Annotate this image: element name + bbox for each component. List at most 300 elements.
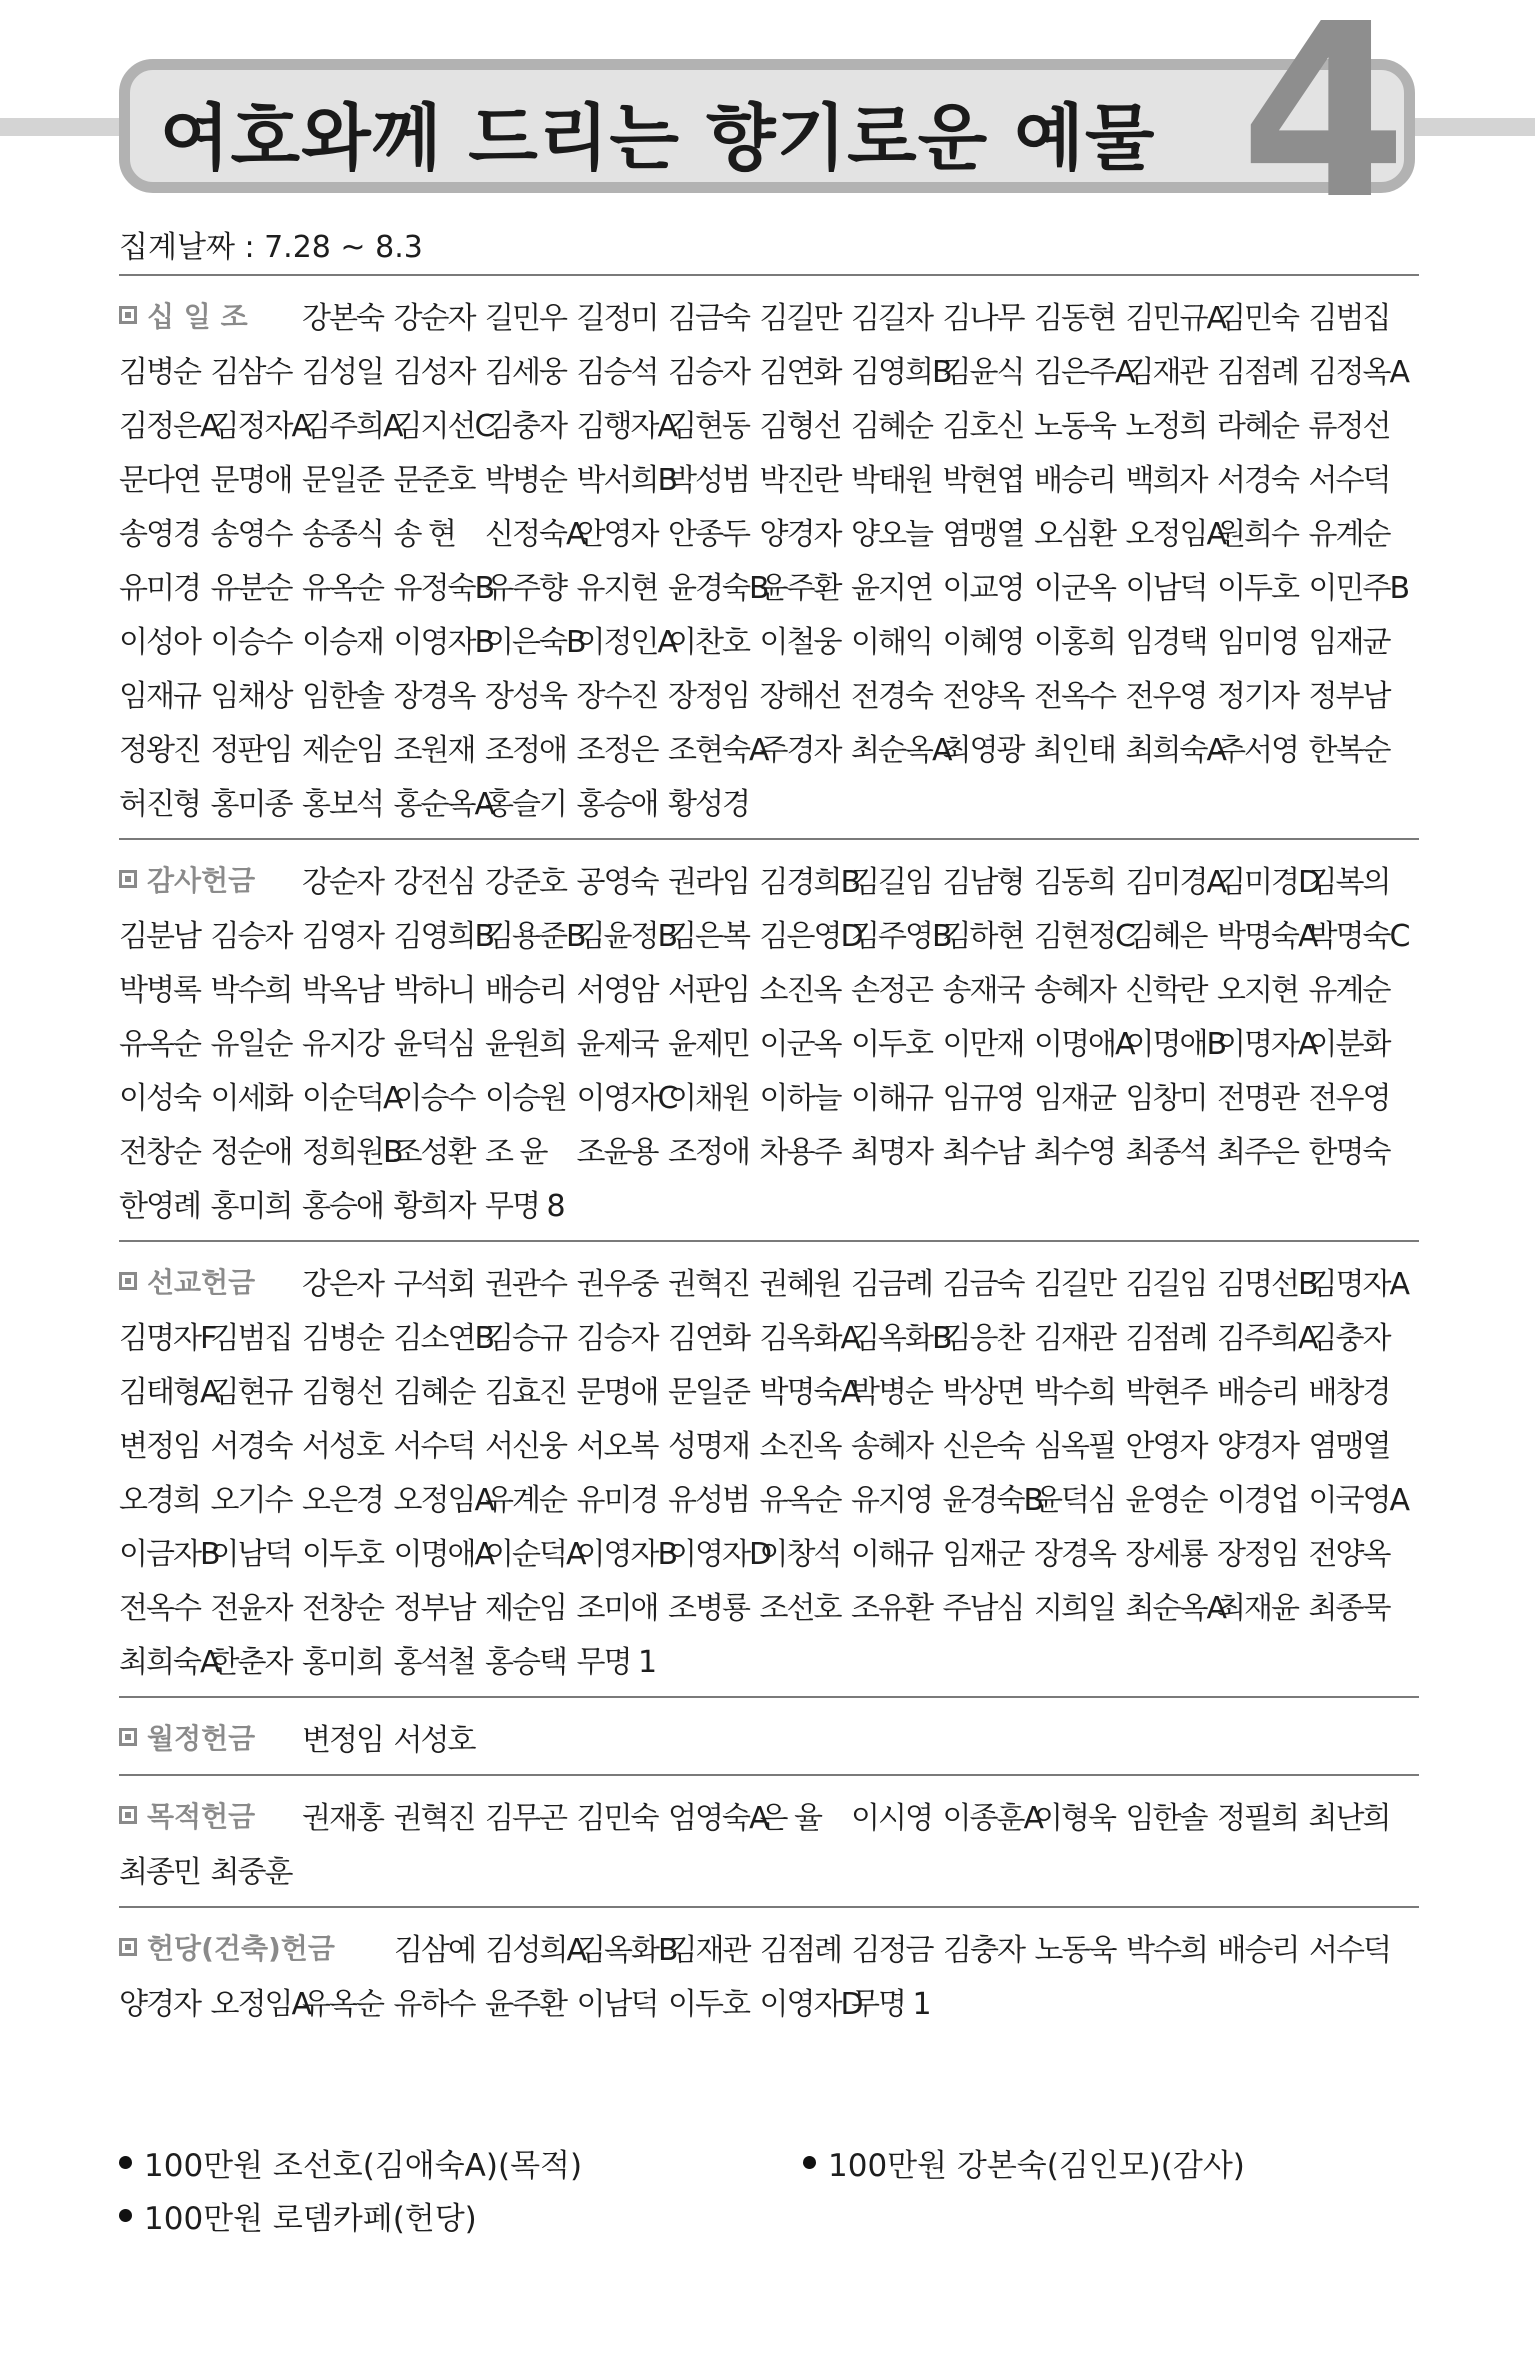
- donor-name: 홍순옥A: [393, 787, 493, 822]
- category-text: 월정헌금: [147, 1722, 256, 1755]
- donor-name: 장성욱: [485, 679, 566, 714]
- donor-name: 김명자A: [1308, 1267, 1408, 1302]
- donor-name: 정필희: [1217, 1801, 1298, 1836]
- donor-name: 홍석철: [393, 1645, 475, 1680]
- name-row: [119, 1362, 1419, 1416]
- donor-name: 김범집: [210, 1321, 292, 1356]
- donor-name: 이영자B: [393, 625, 494, 660]
- donor-name: 이두호: [851, 1027, 932, 1062]
- name-row: [119, 1842, 1419, 1896]
- donor-name: 조정애: [668, 1135, 749, 1170]
- donor-name: 강전심: [393, 865, 475, 900]
- category-text: 감사헌금: [147, 864, 256, 897]
- donor-name: 이만재: [942, 1027, 1024, 1062]
- bullet-icon: [119, 2156, 132, 2169]
- donor-name: 성명재: [668, 1429, 749, 1464]
- donor-name: 문일준: [302, 463, 383, 498]
- donor-name: 조정애: [485, 733, 566, 768]
- donor-name: 홍승택: [485, 1645, 566, 1680]
- donor-name: 심옥필: [1034, 1429, 1115, 1464]
- category-label: [119, 859, 302, 899]
- issue-number: 4: [1240, 0, 1401, 252]
- donor-name: 유정숙B: [393, 571, 494, 606]
- donor-name: 황성경: [668, 787, 749, 822]
- name-row: [119, 1176, 1419, 1230]
- donor-name: 김윤정B: [576, 919, 677, 954]
- donor-name: 김길만: [759, 301, 841, 336]
- category-label: [119, 295, 302, 335]
- donor-name: 이찬호: [668, 625, 749, 660]
- donor-name: 김민숙: [1217, 301, 1298, 336]
- donor-name: 김지선C: [393, 409, 494, 444]
- donor-name: 정순애: [210, 1135, 292, 1170]
- donor-name: 김주희A: [302, 409, 402, 444]
- donor-name: 이민주B: [1308, 571, 1409, 606]
- donor-name: 전양옥: [942, 679, 1024, 714]
- donor-name: 은 율: [759, 1801, 821, 1836]
- donor-name: 전우영: [1125, 679, 1207, 714]
- donor-name: 윤덕심: [393, 1027, 475, 1062]
- donor-name: 노동욱: [1034, 409, 1115, 444]
- donor-name: 박하니: [393, 973, 475, 1008]
- offering-section: [119, 1774, 1419, 1906]
- donor-name: 염맹열: [942, 517, 1024, 552]
- donor-name: 김성일: [302, 355, 383, 390]
- date-range: 집계날짜 : 7.28 ~ 8.3: [119, 230, 423, 265]
- donor-name: 서영암: [576, 973, 658, 1008]
- square-bullet-icon: [119, 1728, 137, 1746]
- name-row: [119, 1308, 1419, 1362]
- name-row: [119, 558, 1419, 612]
- donor-name: 김분남: [119, 919, 200, 954]
- name-row: [119, 1122, 1419, 1176]
- donor-name: 서신웅: [485, 1429, 566, 1464]
- donor-name: 문명애: [576, 1375, 658, 1410]
- donor-name: 유미경: [119, 571, 200, 606]
- donor-name: 김길임: [1125, 1267, 1207, 1302]
- donor-name: 최인태: [1034, 733, 1115, 768]
- donor-name: 강순자: [302, 865, 383, 900]
- donor-name: 김혜순: [393, 1375, 475, 1410]
- donor-name: 김재관: [1034, 1321, 1115, 1356]
- donor-name: 김현동: [668, 409, 749, 444]
- donor-name: 김미경D: [1217, 865, 1320, 900]
- donor-name: 이영자D: [759, 1987, 862, 2022]
- donor-name: 강본숙: [302, 301, 383, 336]
- donor-name: 김승자: [210, 919, 292, 954]
- donor-name: 김영희B: [393, 919, 494, 954]
- name-row: [119, 1068, 1419, 1122]
- square-bullet-icon: [119, 1272, 137, 1290]
- donor-name: 김연화: [668, 1321, 749, 1356]
- donor-name: 김행자A: [576, 409, 676, 444]
- donor-name: 김삼수: [210, 355, 292, 390]
- special-gift-item: [803, 2140, 1245, 2185]
- donor-name: 송혜자: [1034, 973, 1115, 1008]
- name-row: [119, 1014, 1419, 1068]
- donor-name: 최명자: [851, 1135, 932, 1170]
- donor-name: 염맹열: [1308, 1429, 1390, 1464]
- donor-name: 노동욱: [1034, 1933, 1116, 1968]
- donor-name: 송영수: [210, 517, 292, 552]
- donor-name: 김승석: [576, 355, 658, 390]
- donor-name: 김혜순: [851, 409, 932, 444]
- donor-name: 윤지연: [851, 571, 932, 606]
- donor-name: 주남심: [942, 1591, 1024, 1626]
- donor-name: 박태원: [851, 463, 932, 498]
- name-row: [119, 1920, 1419, 1974]
- donor-name: 홍미희: [210, 1189, 292, 1224]
- donor-name: 김민숙: [576, 1801, 658, 1836]
- special-gift-text: 100만원 강본숙(김인모)(감사): [828, 2148, 1245, 2184]
- donor-name: 이승원: [485, 1081, 566, 1116]
- donor-name: 김재관: [1125, 355, 1207, 390]
- donor-name: 임경택: [1125, 625, 1207, 660]
- donor-name: 김태형A: [119, 1375, 219, 1410]
- donor-name: 유계순: [485, 1483, 566, 1518]
- special-gift-item: [119, 2193, 477, 2238]
- donor-name: 정왕진: [119, 733, 200, 768]
- donor-name: 길정미: [576, 301, 658, 336]
- donor-name: 홍승애: [302, 1189, 383, 1224]
- donor-name: 백희자: [1125, 463, 1207, 498]
- name-row: [119, 288, 1419, 342]
- donor-name: 임재균: [1308, 625, 1390, 660]
- donor-name: 김성자: [393, 355, 475, 390]
- donor-name: 송 현: [393, 517, 455, 552]
- donor-name: 김점례: [760, 1933, 841, 1968]
- donor-name: 이승수: [393, 1081, 475, 1116]
- donor-name: 지희일: [1034, 1591, 1115, 1626]
- donor-name: 서성호: [302, 1429, 383, 1464]
- donor-name: 박성범: [668, 463, 749, 498]
- donor-name: 최재윤: [1217, 1591, 1298, 1626]
- donor-name: 서수덕: [1308, 463, 1390, 498]
- donor-name: 권혜원: [759, 1267, 841, 1302]
- donor-name: 이시영: [851, 1801, 932, 1836]
- donor-name: 무명 8: [485, 1189, 564, 1224]
- donor-name: 문준호: [393, 463, 475, 498]
- category-label: [119, 1717, 302, 1757]
- donor-name: 손정곤: [851, 973, 932, 1008]
- donor-name: 이순덕A: [302, 1081, 402, 1116]
- donor-name: 김영자: [302, 919, 383, 954]
- donor-name: 김현정C: [1034, 919, 1134, 954]
- donor-name: 서오복: [576, 1429, 658, 1464]
- donor-name: 송혜자: [851, 1429, 932, 1464]
- donor-name: 김승자: [576, 1321, 658, 1356]
- name-row: [119, 1416, 1419, 1470]
- category-label: [119, 1261, 302, 1301]
- donor-name: 윤경숙B: [668, 571, 768, 606]
- donor-name: 윤제국: [576, 1027, 658, 1062]
- donor-name: 윤제민: [668, 1027, 749, 1062]
- name-row: [119, 1254, 1419, 1308]
- donor-name: 무명 1: [851, 1987, 930, 2022]
- donor-name: 장수진: [576, 679, 658, 714]
- name-row: [119, 396, 1419, 450]
- donor-name: 김은주A: [1034, 355, 1134, 390]
- donor-name: 강준호: [485, 865, 566, 900]
- donor-name: 최종묵: [1308, 1591, 1390, 1626]
- donor-name: 변정임: [119, 1429, 200, 1464]
- donor-name: 문명애: [210, 463, 292, 498]
- name-row: [119, 1788, 1419, 1842]
- category-text: 십 일 조: [147, 300, 248, 333]
- name-row: [119, 906, 1419, 960]
- donor-name: 이해규: [851, 1537, 932, 1572]
- donor-name: 조원재: [393, 733, 475, 768]
- donor-name: 김옥화A: [759, 1321, 859, 1356]
- donor-name: 김정자A: [210, 409, 310, 444]
- donor-name: 문일준: [668, 1375, 749, 1410]
- donor-name: 김은영D: [759, 919, 862, 954]
- donor-name: 한춘자: [210, 1645, 292, 1680]
- donor-name: 김주희A: [1217, 1321, 1317, 1356]
- bullet-icon: [119, 2209, 132, 2222]
- donor-name: 최희숙A: [119, 1645, 219, 1680]
- name-row: [119, 720, 1419, 774]
- donor-name: 이성숙: [119, 1081, 200, 1116]
- donor-name: 박명숙A: [759, 1375, 859, 1410]
- donor-name: 김금숙: [942, 1267, 1024, 1302]
- donor-name: 권관수: [485, 1267, 566, 1302]
- donor-name: 원희수: [1217, 517, 1298, 552]
- square-bullet-icon: [119, 1806, 137, 1824]
- donor-name: 박수희: [210, 973, 292, 1008]
- donor-name: 김명자F: [119, 1321, 216, 1356]
- donor-name: 유계순: [1308, 517, 1390, 552]
- donor-name: 신학란: [1125, 973, 1207, 1008]
- donor-name: 조 윤: [485, 1135, 547, 1170]
- donor-name: 홍승애: [576, 787, 658, 822]
- donor-name: 최중훈: [210, 1855, 292, 1890]
- name-row: [119, 504, 1419, 558]
- donor-name: 이두호: [1217, 571, 1298, 606]
- donor-name: 황희자: [393, 1189, 475, 1224]
- donor-name: 서판임: [668, 973, 749, 1008]
- donor-name: 배승리: [1034, 463, 1115, 498]
- donor-name: 유옥순: [759, 1483, 841, 1518]
- donor-name: 오정임A: [210, 1987, 310, 2022]
- donor-name: 주경자: [759, 733, 841, 768]
- donor-name: 박현주: [1125, 1375, 1207, 1410]
- donor-name: 김금숙: [668, 301, 749, 336]
- donor-name: 김승자: [668, 355, 749, 390]
- donor-name: 최주은: [1217, 1135, 1298, 1170]
- donor-name: 정부남: [393, 1591, 475, 1626]
- donor-name: 유옥순: [302, 571, 383, 606]
- donor-name: 서수덕: [393, 1429, 475, 1464]
- donor-name: 조현숙A: [668, 733, 768, 768]
- donor-name: 김형선: [759, 409, 841, 444]
- donor-name: 송종식: [302, 517, 383, 552]
- donor-name: 신정숙A: [485, 517, 585, 552]
- category-text: 선교헌금: [147, 1266, 256, 1299]
- donor-name: 장해선: [759, 679, 841, 714]
- donor-name: 김남형: [942, 865, 1024, 900]
- donor-name: 안영자: [1125, 1429, 1207, 1464]
- donor-name: 문다연: [119, 463, 200, 498]
- category-text: 헌당(건축)헌금: [147, 1932, 335, 1965]
- donor-name: 오정임A: [1125, 517, 1225, 552]
- donor-name: 유일순: [210, 1027, 292, 1062]
- donor-name: 정희원B: [302, 1135, 402, 1170]
- donor-name: 유성범: [668, 1483, 749, 1518]
- donor-name: 김병순: [302, 1321, 383, 1356]
- donor-name: 박서희B: [576, 463, 677, 498]
- donor-name: 김금례: [851, 1267, 932, 1302]
- name-row: [119, 666, 1419, 720]
- donor-name: 배창경: [1308, 1375, 1390, 1410]
- donor-name: 이승재: [302, 625, 383, 660]
- name-row: [119, 1632, 1419, 1686]
- donor-name: 이홍희: [1034, 625, 1115, 660]
- donor-name: 최순옥A: [851, 733, 951, 768]
- donor-name: 강순자: [393, 301, 475, 336]
- donor-name: 임한솔: [1125, 1801, 1207, 1836]
- donor-name: 김길자: [851, 301, 932, 336]
- donor-name: 이창석: [759, 1537, 841, 1572]
- donor-name: 유분순: [210, 571, 292, 606]
- donor-name: 최종민: [119, 1855, 200, 1890]
- donor-name: 제순임: [485, 1591, 566, 1626]
- donor-name: 이철웅: [759, 625, 841, 660]
- donor-name: 이은숙B: [485, 625, 585, 660]
- donor-name: 임미영: [1217, 625, 1298, 660]
- donor-name: 이군옥: [759, 1027, 841, 1062]
- donor-name: 김명선B: [1217, 1267, 1317, 1302]
- donor-name: 서경숙: [1217, 463, 1298, 498]
- donor-name: 김무곤: [485, 1801, 566, 1836]
- donor-name: 송재국: [942, 973, 1024, 1008]
- donor-name: 최영광: [942, 733, 1024, 768]
- special-gift-text: 100만원 로뎀카페(헌당): [144, 2201, 477, 2237]
- donor-name: 이남덕: [576, 1987, 658, 2022]
- donor-name: 이명애A: [393, 1537, 493, 1572]
- donor-name: 이세화: [210, 1081, 292, 1116]
- donor-name: 최수영: [1034, 1135, 1115, 1170]
- donor-name: 김현규: [210, 1375, 292, 1410]
- donor-name: 배승리: [1217, 1933, 1299, 1968]
- offering-section: [119, 838, 1419, 1240]
- donor-name: 최난희: [1308, 1801, 1390, 1836]
- donor-name: 유미경: [576, 1483, 658, 1518]
- donor-name: 임한솔: [302, 679, 383, 714]
- donor-name: 서수덕: [1309, 1933, 1390, 1968]
- donor-name: 전옥수: [1034, 679, 1115, 714]
- donor-name: 박명숙C: [1308, 919, 1409, 954]
- donor-name: 권혁진: [393, 1801, 475, 1836]
- donor-name: 오심환: [1034, 517, 1115, 552]
- donor-name: 김용준B: [485, 919, 585, 954]
- donor-name: 이군옥: [1034, 571, 1115, 606]
- donor-name: 장정임: [1217, 1537, 1298, 1572]
- donor-name: 김충자: [943, 1933, 1024, 1968]
- donor-name: 이금자B: [119, 1537, 219, 1572]
- name-row: [119, 1578, 1419, 1632]
- donor-name: 최수남: [942, 1135, 1024, 1170]
- category-text: 목적헌금: [147, 1800, 256, 1833]
- donor-name: 이해규: [851, 1081, 932, 1116]
- donor-name: 김미경A: [1125, 865, 1225, 900]
- donor-name: 김승규: [485, 1321, 566, 1356]
- donor-name: 조윤용: [576, 1135, 658, 1170]
- donor-name: 최희숙A: [1125, 733, 1225, 768]
- donor-name: 조병룡: [668, 1591, 749, 1626]
- donor-name: 김길만: [1034, 1267, 1115, 1302]
- donor-name: 윤주환: [759, 571, 841, 606]
- donor-name: 김범집: [1308, 301, 1390, 336]
- donor-name: 김점례: [1217, 355, 1298, 390]
- donor-name: 김은복: [668, 919, 749, 954]
- donor-name: 조정은: [576, 733, 658, 768]
- donor-name: 한명숙: [1308, 1135, 1390, 1170]
- donor-name: 박병순: [485, 463, 566, 498]
- donor-name: 김점례: [1125, 1321, 1207, 1356]
- donor-name: 김영희B: [851, 355, 951, 390]
- donor-name: 임채상: [210, 679, 292, 714]
- donor-name: 권재홍: [302, 1801, 383, 1836]
- name-row: [119, 774, 1419, 828]
- donor-name: 김경희B: [759, 865, 860, 900]
- donor-name: 김옥화B: [577, 1933, 677, 1968]
- donor-name: 김병순: [119, 355, 200, 390]
- donor-name: 오경희: [119, 1483, 200, 1518]
- donor-name: 김삼예: [394, 1933, 475, 1968]
- donor-name: 윤경숙B: [942, 1483, 1043, 1518]
- donor-name: 김재관: [668, 1933, 750, 1968]
- donor-name: 오지현: [1217, 973, 1298, 1008]
- donor-name: 김윤식: [942, 355, 1024, 390]
- donor-name: 장정임: [668, 679, 749, 714]
- donor-name: 박현엽: [942, 463, 1024, 498]
- donor-name: 정판임: [210, 733, 292, 768]
- donor-name: 최순옥A: [1125, 1591, 1225, 1626]
- donor-name: 이두호: [668, 1987, 749, 2022]
- donor-name: 이채원: [668, 1081, 749, 1116]
- donor-name: 김응찬: [942, 1321, 1024, 1356]
- name-row: [119, 450, 1419, 504]
- donor-name: 전창순: [119, 1135, 200, 1170]
- donor-name: 유지영: [851, 1483, 932, 1518]
- donor-name: 장세룡: [1125, 1537, 1207, 1572]
- name-row: [119, 612, 1419, 666]
- donor-name: 이명자A: [1217, 1027, 1317, 1062]
- donor-name: 양경자: [759, 517, 841, 552]
- donor-name: 한복순: [1308, 733, 1390, 768]
- donor-name: 배승리: [1217, 1375, 1298, 1410]
- donor-name: 김충자: [1308, 1321, 1390, 1356]
- donor-name: 전윤자: [210, 1591, 292, 1626]
- donor-name: 장경옥: [393, 679, 475, 714]
- donor-name: 제순임: [302, 733, 383, 768]
- donor-name: 이영자B: [576, 1537, 677, 1572]
- square-bullet-icon: [119, 306, 137, 324]
- donor-name: 권라임: [668, 865, 749, 900]
- donor-name: 김성희A: [485, 1933, 585, 1968]
- name-row: [119, 1470, 1419, 1524]
- donor-name: 조선호: [759, 1591, 841, 1626]
- donor-name: 윤영순: [1125, 1483, 1207, 1518]
- offering-section: [119, 1696, 1419, 1774]
- donor-name: 박병순: [851, 1375, 932, 1410]
- donor-name: 유하수: [393, 1987, 475, 2022]
- donor-name: 변정임: [302, 1723, 383, 1758]
- category-label: [119, 1927, 394, 1967]
- category-label: [119, 1795, 302, 1835]
- donor-name: 김길임: [851, 865, 932, 900]
